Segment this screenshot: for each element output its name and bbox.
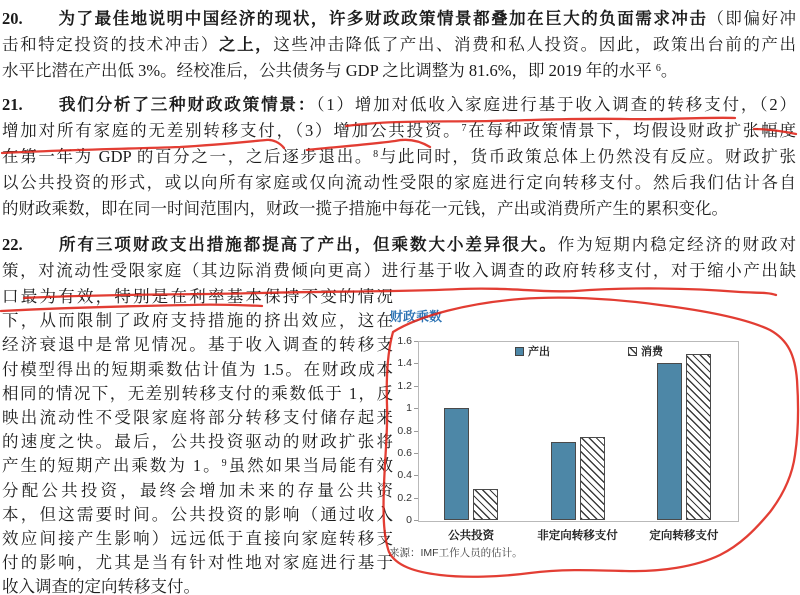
- y-axis-tick-label: 0.2: [397, 491, 412, 504]
- bar-产出-定向转移支付: [657, 363, 682, 520]
- y-axis-tick-mark: [414, 408, 418, 409]
- y-axis-tick-label: 1: [406, 402, 412, 415]
- text-line: [2, 6, 796, 32]
- text-run: 产生的短期产出乘数为 1。: [2, 456, 222, 476]
- text-line: [2, 118, 796, 144]
- text-run: 所有三项财政支出措施都提高了产出，但乘数大小差异很大。: [57, 235, 558, 254]
- text-run: 这些冲击降低了产出、消费和私人投资。因此，政策出台前的产出: [273, 35, 796, 54]
- bar-产出-公共投资: [444, 408, 469, 520]
- figure-source: 来源：IMF工作人员的估计。: [389, 547, 523, 559]
- text-line: [2, 309, 393, 333]
- footnote-ref: 9: [221, 458, 227, 470]
- paragraph-21: [2, 92, 796, 222]
- text-run: 虽然如果当局能有效: [226, 456, 393, 476]
- text-line: [2, 170, 796, 196]
- bar-消费-非定向转移支付: [580, 437, 605, 520]
- text-run: 相同的情况下，无差别转移支付的乘数低于 1，反: [2, 383, 393, 403]
- text-run: 水平比潜在产出低 3%。经校准后，公共债务与 GDP 之比调整为 81.6%，即 2019 年的水平: [2, 61, 656, 80]
- y-axis-tick-mark: [414, 520, 418, 521]
- text-run: 付的影响，尤其是当有针对性地对家庭进行基于: [2, 553, 393, 573]
- paragraph-number: 20.: [2, 9, 23, 28]
- text-run: 作为短期内稳定经济的财政对: [557, 235, 796, 254]
- text-run: 付模型得出的短期乘数估计值为 1.5。在财政成本: [2, 359, 393, 379]
- paragraph-number: 21.: [2, 95, 23, 114]
- text-run: 之上，: [218, 35, 274, 54]
- text-run: 分配公共投资，最终会增加未来的存量公共资: [2, 480, 393, 500]
- footnote-ref: 6: [655, 63, 661, 74]
- text-run: 在每种政策情景下，均假设财政扩张幅度: [466, 121, 796, 140]
- y-axis-tick-label: 0.4: [397, 469, 412, 482]
- text-run: （即偏好冲: [707, 9, 796, 28]
- text-run: 在第一年为 GDP 的百分之一，之后逐步退出。: [2, 147, 374, 166]
- y-axis-tick-mark: [414, 386, 418, 387]
- text-run: 我们分析了三种财政政策情景：: [57, 95, 317, 114]
- y-axis-tick-label: 1.2: [397, 379, 412, 392]
- text-run: 与此同时，货币政策总体上仍然没有反应。财政扩张: [378, 147, 796, 166]
- text-run: （1）增加对低收入家庭进行基于收入调查的转移支付，（2）: [316, 95, 796, 114]
- text-line: [2, 503, 393, 527]
- text-run: 策，对流动性受限家庭（其边际消费倾向更高）进行基于收入调查的政府转移支付，对于缩小产出缺: [2, 261, 796, 280]
- y-axis-tick-mark: [414, 341, 418, 342]
- text-run: 。: [660, 61, 678, 80]
- text-run: 映出流动性不受限家庭将部分转移支付储存起来: [2, 407, 393, 427]
- x-axis-category-label: 非定向转移支付: [537, 530, 618, 542]
- text-line: [2, 454, 393, 478]
- text-run: 经济衰退中是常见情况。基于收入调查的转移支: [2, 335, 393, 355]
- legend-label: 消费: [641, 346, 663, 358]
- legend-swatch-solid: [515, 347, 524, 356]
- text-run: 以公共投资的形式，或以向所有家庭或仅向流动性受限的家庭进行定向转移支付。然后我们估计各自: [2, 173, 796, 192]
- legend-item-产出: [515, 343, 550, 359]
- footnote-ref: 7: [461, 123, 467, 134]
- y-axis-tick-mark: [414, 363, 418, 364]
- text-run: 的速度之快。最后，公共投资驱动的财政扩张将: [2, 432, 393, 452]
- text-line: [2, 551, 393, 575]
- paragraph-number: 22.: [2, 235, 23, 254]
- text-line: [2, 232, 796, 258]
- legend-label: 产出: [528, 346, 550, 358]
- text-run: 本，但这需要时间。公共投资的影响（通过收入: [2, 504, 393, 524]
- legend-item-消费: [628, 343, 663, 359]
- text-line: [2, 58, 796, 84]
- text-run: 的财政乘数，即在同一时间范围内，财政一揽子措施中每花一元钱，产出或消费所产生的累积变化。: [2, 199, 728, 218]
- text-line: [2, 406, 393, 430]
- paragraph-22: [2, 232, 796, 284]
- text-run: 收入调查的定向转移支付。: [2, 577, 200, 595]
- footnote-ref: 8: [373, 149, 379, 160]
- bar-消费-定向转移支付: [686, 354, 711, 520]
- y-axis-tick-mark: [414, 453, 418, 454]
- text-line: [2, 32, 796, 58]
- text-line: [2, 382, 393, 406]
- text-line: [2, 285, 393, 309]
- text-line: [2, 358, 393, 382]
- y-axis-tick-mark: [414, 498, 418, 499]
- y-axis-tick-mark: [414, 475, 418, 476]
- text-line: [2, 196, 796, 222]
- y-axis-tick-label: 0.8: [397, 424, 412, 437]
- text-line: [2, 430, 393, 454]
- text-line: [2, 92, 796, 118]
- y-axis-tick-label: 0: [406, 514, 412, 526]
- text-run: 增加对所有家庭的无差别转移支付，（3）增加公共投资。: [2, 121, 462, 140]
- y-axis-tick-label: 0.6: [397, 446, 412, 459]
- text-run: 为了最佳地说明中国经济的现状，许多财政政策情景都叠加在巨大的负面需求冲击: [57, 9, 708, 28]
- bar-产出-非定向转移支付: [551, 442, 576, 520]
- text-line: [2, 527, 393, 551]
- text-line: [2, 333, 393, 357]
- legend-swatch-hatch: [628, 347, 637, 356]
- x-axis-category-label: 定向转移支付: [649, 530, 719, 542]
- text-run: 击和特定投资的技术冲击）: [2, 35, 219, 54]
- text-line: [2, 575, 393, 595]
- text-run: 效应间接产生影响）远远低于直接向家庭转移支: [2, 528, 393, 548]
- bar-消费-公共投资: [473, 489, 498, 520]
- text-line: [2, 479, 393, 503]
- paragraph-20: [2, 6, 796, 84]
- text-line: [2, 258, 796, 284]
- text-line: [2, 144, 796, 170]
- x-axis-category-label: 公共投资: [448, 530, 495, 542]
- text-run: 口最为有效，特别是在利率基本保持不变的情况: [2, 287, 393, 306]
- y-axis-tick-label: 1.4: [397, 357, 412, 370]
- figure-title: 财政乘数: [390, 309, 443, 324]
- y-axis-tick-mark: [414, 431, 418, 432]
- y-axis-tick-label: 1.6: [397, 335, 412, 347]
- paragraph-22-left-column: [2, 285, 393, 595]
- text-run: 下，从而限制了政府支持措施的挤出效应，这在: [2, 311, 393, 331]
